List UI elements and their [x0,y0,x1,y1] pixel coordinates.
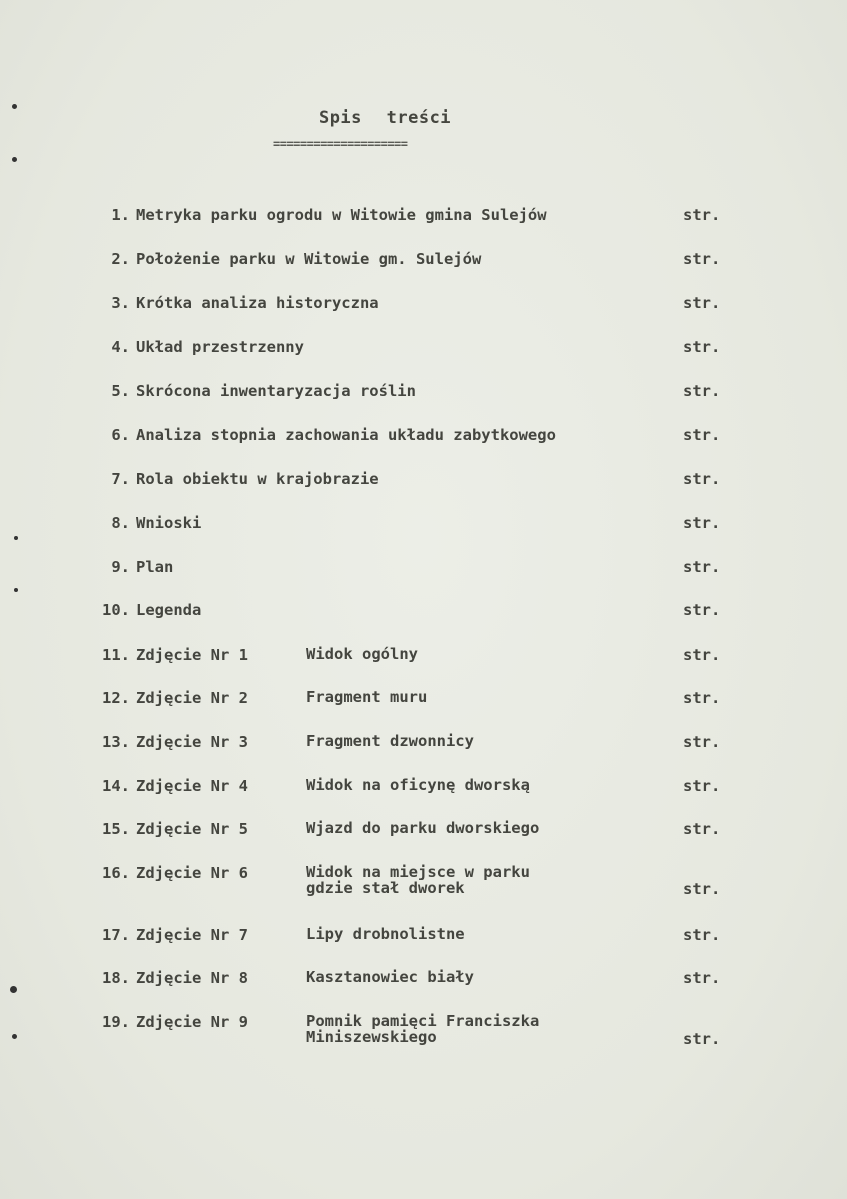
entry-title: Układ przestrzenny [136,338,304,356]
entry-number: 19. [102,1013,130,1031]
entry-title: Wnioski [136,514,202,532]
entry-title: Legenda [136,601,202,619]
entry-number: 10. [102,601,130,619]
margin-mark [12,104,17,109]
margin-mark [14,588,18,592]
entry-page-label: str. [683,206,721,224]
entry-title: Zdjęcie Nr 9 [136,1013,248,1031]
entry-title: Metryka parku ogrodu w Witowie gmina Sulejów [136,206,547,224]
entry-photo-caption: Fragment dzwonnicy [306,732,474,750]
entry-page-label: str. [683,733,721,751]
entry-page-label: str. [683,470,721,488]
entry-number: 3. [111,294,130,312]
entry-number: 8. [111,514,130,532]
entry-title: Zdjęcie Nr 4 [136,777,248,795]
margin-mark [12,157,17,162]
entry-number: 4. [111,338,130,356]
entry-page-label: str. [683,646,721,664]
title-underline: ==================== [273,137,408,151]
entry-photo-caption: Lipy drobnolistne [306,925,465,943]
margin-mark [14,536,18,540]
entry-title: Krótka analiza historyczna [136,294,379,312]
entry-title: Zdjęcie Nr 5 [136,820,248,838]
entry-title: Zdjęcie Nr 3 [136,733,248,751]
margin-mark [12,1034,17,1039]
entry-title: Analiza stopnia zachowania układu zabytkowego [136,426,556,444]
entry-photo-caption: Wjazd do parku dworskiego [306,819,540,837]
entry-page-label: str. [683,1030,721,1048]
entry-photo-caption: Widok ogólny [306,645,418,663]
entry-page-label: str. [683,514,721,532]
entry-number: 15. [102,820,130,838]
entry-page-label: str. [683,601,721,619]
entry-title: Zdjęcie Nr 7 [136,926,248,944]
entry-page-label: str. [683,338,721,356]
entry-photo-caption: Pomnik pamięci Franciszka Miniszewskiego [306,1012,540,1046]
entry-number: 17. [102,926,130,944]
entry-title: Zdjęcie Nr 1 [136,646,248,664]
entry-page-label: str. [683,820,721,838]
entry-number: 12. [102,689,130,707]
entry-title: Zdjęcie Nr 6 [136,864,248,882]
entry-number: 16. [102,864,130,882]
entry-page-label: str. [683,426,721,444]
entry-photo-caption: Widok na oficynę dworską [306,776,530,794]
entry-photo-caption: Widok na miejsce w parku gdzie stał dworek [306,863,530,897]
entry-number: 18. [102,969,130,987]
entry-page-label: str. [683,689,721,707]
entry-photo-caption: Fragment muru [306,688,428,706]
entry-page-label: str. [683,382,721,400]
entry-title: Zdjęcie Nr 8 [136,969,248,987]
entry-number: 5. [111,382,130,400]
margin-mark [10,986,17,993]
entry-number: 9. [111,558,130,576]
entry-title: Położenie parku w Witowie gm. Sulejów [136,250,482,268]
entry-page-label: str. [683,250,721,268]
entry-number: 14. [102,777,130,795]
entry-page-label: str. [683,558,721,576]
entry-number: 13. [102,733,130,751]
entry-page-label: str. [683,777,721,795]
entry-title: Skrócona inwentaryzacja roślin [136,382,416,400]
entry-number: 7. [111,470,130,488]
entry-number: 1. [111,206,130,224]
entry-title: Plan [136,558,174,576]
entry-number: 2. [111,250,130,268]
entry-title: Zdjęcie Nr 2 [136,689,248,707]
entry-page-label: str. [683,926,721,944]
entry-number: 11. [102,646,130,664]
page-title: Spis treści [318,108,452,128]
entry-page-label: str. [683,294,721,312]
entry-page-label: str. [683,880,721,898]
entry-page-label: str. [683,969,721,987]
entry-photo-caption: Kasztanowiec biały [306,968,474,986]
entry-title: Rola obiektu w krajobrazie [136,470,379,488]
entry-number: 6. [111,426,130,444]
